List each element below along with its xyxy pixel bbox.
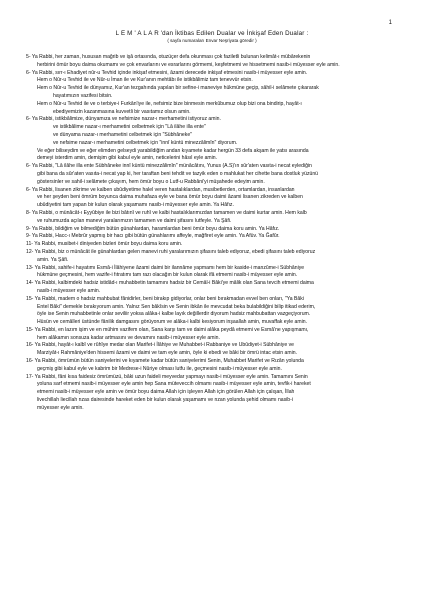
prayer-line: ve istikbâlime nazar-ı merhametini celbetmek için "Lâ ilâhe illa ente" (53, 124, 206, 131)
prayer-line: hükmüne geçmesini, hem vazife-i fıtratımı tam razı olacağın bir kulun olarak ifâ etmemi nasib-i müyesser eyle amin. (37, 272, 298, 279)
prayer-line: 5- Ya Rabbi, her zaman, hususan mağrib ve işâ ortasında, otuzüçer defa okunması çok faziletli bulunan kelimât-ı mübârekenin (26, 54, 311, 60)
prayer-line: geçmiş gibi kabul eyle ve kabrim bir Medrese-i Nûriye olması lutfu ile, geçmesini nasib-i müyesser eyle amin. (37, 365, 282, 372)
prayer-line: 12- Ya Rabbi, biz o münâcât ile günahlardan gelen manevi ruhi yaralarımızın şifasını taleb ediyoruz, ebedi şifasını taleb ediyoruz (26, 248, 316, 255)
prayer-line: Ve eğer biliseydim ve eğer elimden gelseydi yarabildiğim andan kıyamete kadar hergün 33 defa akşam ile yatsı arasında (37, 147, 309, 154)
page-number: 1 (388, 20, 392, 26)
prayer-line: etmemi nasib-i müyesser eyle amin ve ömür boyu daima Allah için işleyen Allah için görülen Allah için çalışan, İllah (37, 389, 295, 396)
prayer-line: 16- Ya Rabbi, ömrümün bütün saniyelerini ve kıyamete kadar bütün saniyelerimi Senin, Muhabbet Marifet ve Rızân yolunda (26, 358, 304, 365)
prayer-line: 17- Ya Rabbi, fâni kısa faidesiz ömrümüzü, bâki uzun faideli meyvedar yapmayı nasib-i müyesser eyle amin. Tamamını Senin (26, 373, 308, 380)
prayer-line: 8- Ya Rabbi, o münâcât-ı Eyyûbiye ile bizi bâtınî ve ruhî ve kalbi hastalıklarımızdan tamamen ve daimi kurtar amin. Hem kalb (26, 209, 307, 216)
prayer-line: öyle ise Senin muhabbetinle onlar seviliir yoksa alâka-i kalbe layık değillerdir diyorum hadsiz mahbubattan vazgeçiyorum. (37, 311, 311, 318)
prayer-line: ubûdiyetini tam yapan bir kulun olarak yaşamamı nasib-i müyesser eyle amin. Ya Hâfız. (37, 202, 234, 209)
prayer-line: herbirini ömür boyu daima okumamı ve çok envarlarını ve esrarlarını görmemi, keşfetmemi ve hissetmemi nasib-i müyesser eyle amin. (37, 61, 340, 68)
prayer-line: hem alâkamın sonsuza kadar artmasını ve devamını nasib-i müyesser eyle amin. (37, 334, 220, 341)
prayer-line: 16- Ya Rabbi, hayât-ı kalbî ve rûhîye medar olan Marifet-i İlâhiye ve Muhabbet-i Rabbaniye ve Ubûdiyet-i Sübhâniye ve (26, 342, 294, 349)
prayer-line: ve ruhumuzda açılan manevi yaralarımızın tamamen ve daimi şifasını lutfeyle. Ya Şâfi. (37, 217, 232, 224)
prayer-line: yoluna sarf etmemi nasib-i müyesser eyle amin hep Sana müteveccih olmamı nasib-i müyesser eyle amin, tevfik-i hareket (37, 381, 311, 388)
prayer-line: livechillah liecillah nzas dairesinde hareket eden bir kulun olarak yaşamamı ve nzan yolunda şehid olmamı nasib-i (37, 397, 293, 404)
prayer-line: ebediyemizin kazanmasına kuvvetli bir vasıtamız olsun amin. (53, 108, 191, 115)
prayer-line: ve dünyama nazar-ı merhametini celbetmek için "Sübhâneke" (53, 131, 192, 138)
prayer-line: 14- Ya Rabbi, kalbimdeki hadsiz istidâd-ı muhabbetin tamamını hadsiz bir Cemâl-i Bâki'ye mâlik olan Sana tevcih etmemi daima (26, 280, 314, 287)
prayer-line: 6- Ya Rabbi, "Lâ ilâhe illa ente Sübhâneke innî küntü minezzâlimîn" münâcâtını, Yunus (A.S)'ın sûr'aten vasıta-i necat eylediğin (26, 163, 312, 170)
prayer-line: 6- Ya Rabbi, istikbâlimize, dünyamıza ve nefsimize nazar-ı merhametini istiyoruz amin. (26, 116, 221, 123)
prayer-line: 15- Ya Rabbi, en lazım işim ve en mühim vazifem olan, Sana karşı tam ve daimi alâka peydâ etmemi ve Esmâ'ne yapışmamı, (26, 326, 309, 333)
prayer-line: Hem o Nûr-u Tevhid ile dünyamız, Kur'an tezgahında yapılan bir sefine-i maneviye hükmüne geçip, sâhil-i selâmete çıkararak (37, 85, 319, 92)
prayer-line: 9- Ya Rabbi, bildiğim ve bilmediğim bütün günahlardan, haramlardan beni ömür boyu daima koru amin. Ya Hâfız. (26, 225, 280, 232)
prayer-line: 6- Ya Rabbi, sırr-ı Ehadiyet nûr-u Tevhid içinde inkişaf etmesini, âzami derecede inkişaf etmesini nasib-i müyesser eyle amin. (26, 69, 308, 76)
prayer-line: nasib-i müyesser eyle amin. (37, 287, 101, 294)
prayer-line: ve nefsime nazar-ı merhametini celbetmek için "innî küntü minezzâlimîn" diyorum. (53, 139, 238, 146)
prayer-line: 9- Ya Rabbi, Hacc-ı Mebrûr yapmış bir hacı gibi bütün günahlarımı affeyle, mağfiret eyle amin. Ya Afüv. Ya Ğafûr. (26, 233, 280, 240)
prayer-line: 6- Ya Rabbi, lisanen zikrime ve kalben ubûdiyetime halel veren hastalıklardan, musibetlerden, ortamlardan, insanlardan (26, 186, 295, 193)
prayer-line: ve her şeyden beni ömrüm boyunca daima muhafaza eyle ve bana ömür boyu daimi âzami lisanen zikreden ve kalben (37, 194, 303, 201)
document-header (0, 30, 424, 44)
prayer-line: demeyi isterdim amin, demişim gibi kabul eyle amin, neticelerini hâsıl eyle amin. (37, 155, 218, 162)
prayer-line: 13- Ya Rabbi, sahife-i hayatımı Esmâ-i İlâhiyene âzami daimi bir ilannâme yapmamı hem bir kaside-i manzûme-i Sübhâniye (26, 264, 305, 271)
prayer-line: müyesser eyle amin. (37, 404, 84, 411)
prayer-line: 11- Ya Rabbi, musibet-i diniyeden bizleri ömür boyu daima koru amin. (26, 241, 183, 248)
prayer-line: hayatımızın vazifesi bitsin. (53, 92, 113, 99)
prayer-line: 15- Ya Rabbi, madem o hadsiz mahbubat fânidirler, beni birakıp gidiyorlar, onlar beni bırakmadan evvel ben onları, "Ya Bâki (26, 295, 304, 302)
document-body (26, 54, 402, 413)
prayer-line: Entel Bâki" demekle bırakıyorum amin. Yalnız Sen bâkîsin ve Senin ibkân ile mevcudat beka bulabildiğini bilip itikad ederim, (37, 303, 316, 310)
prayer-line: Hüsün ve cemâlleri üstünde fânilik damgasını görüyorum ve alâka-i kalbi kesiyorum inşaallah amin, muvaffak eyle amin. (37, 319, 308, 326)
document-title: L E M ' A L A R 'dan İktibas Edilen Dualar ve İnkişaf Eden Dualar : (115, 30, 309, 37)
prayer-line: Marziyât-ı Rahmâniye'den hissemi âzami ve daimi ve tam eyle amin, öyle ki ebedi ve bâki bir ömrü intac etsin amin. (37, 350, 298, 357)
prayer-line: gibi bana da sûr'aten vasıta-i necat yap ki, her taraftan beni tehdit ve tazyik eden o mahlukat her cihette bana dostluk yüzünü (37, 170, 319, 177)
prayer-line: amin. Ya Şâfi. (37, 256, 69, 263)
prayer-line: Hem o Nûr-u Tevhid ile ve Nûr-u İman ile ve Kur'anın mehtâbı ile istikbâlimiz tam tenevvür etsin. (37, 77, 253, 84)
prayer-line: göstersinler ve sahil-i selâmete çıkayım, hem ömür boyu o Lutf-u Rabbâni'yi müşahede edeyim amin. (37, 178, 265, 185)
document-subtitle: ( sayfa numaraları Envar Neşriyata göredir ) (167, 38, 257, 43)
prayer-line: Hem o Nûr-u Tevhid ile ve o terbiye-i Furkân'iye ile, nefsimiz bize binmesin merkûbumuz olup bizi ona bindirip, hayât-ı (37, 100, 302, 107)
